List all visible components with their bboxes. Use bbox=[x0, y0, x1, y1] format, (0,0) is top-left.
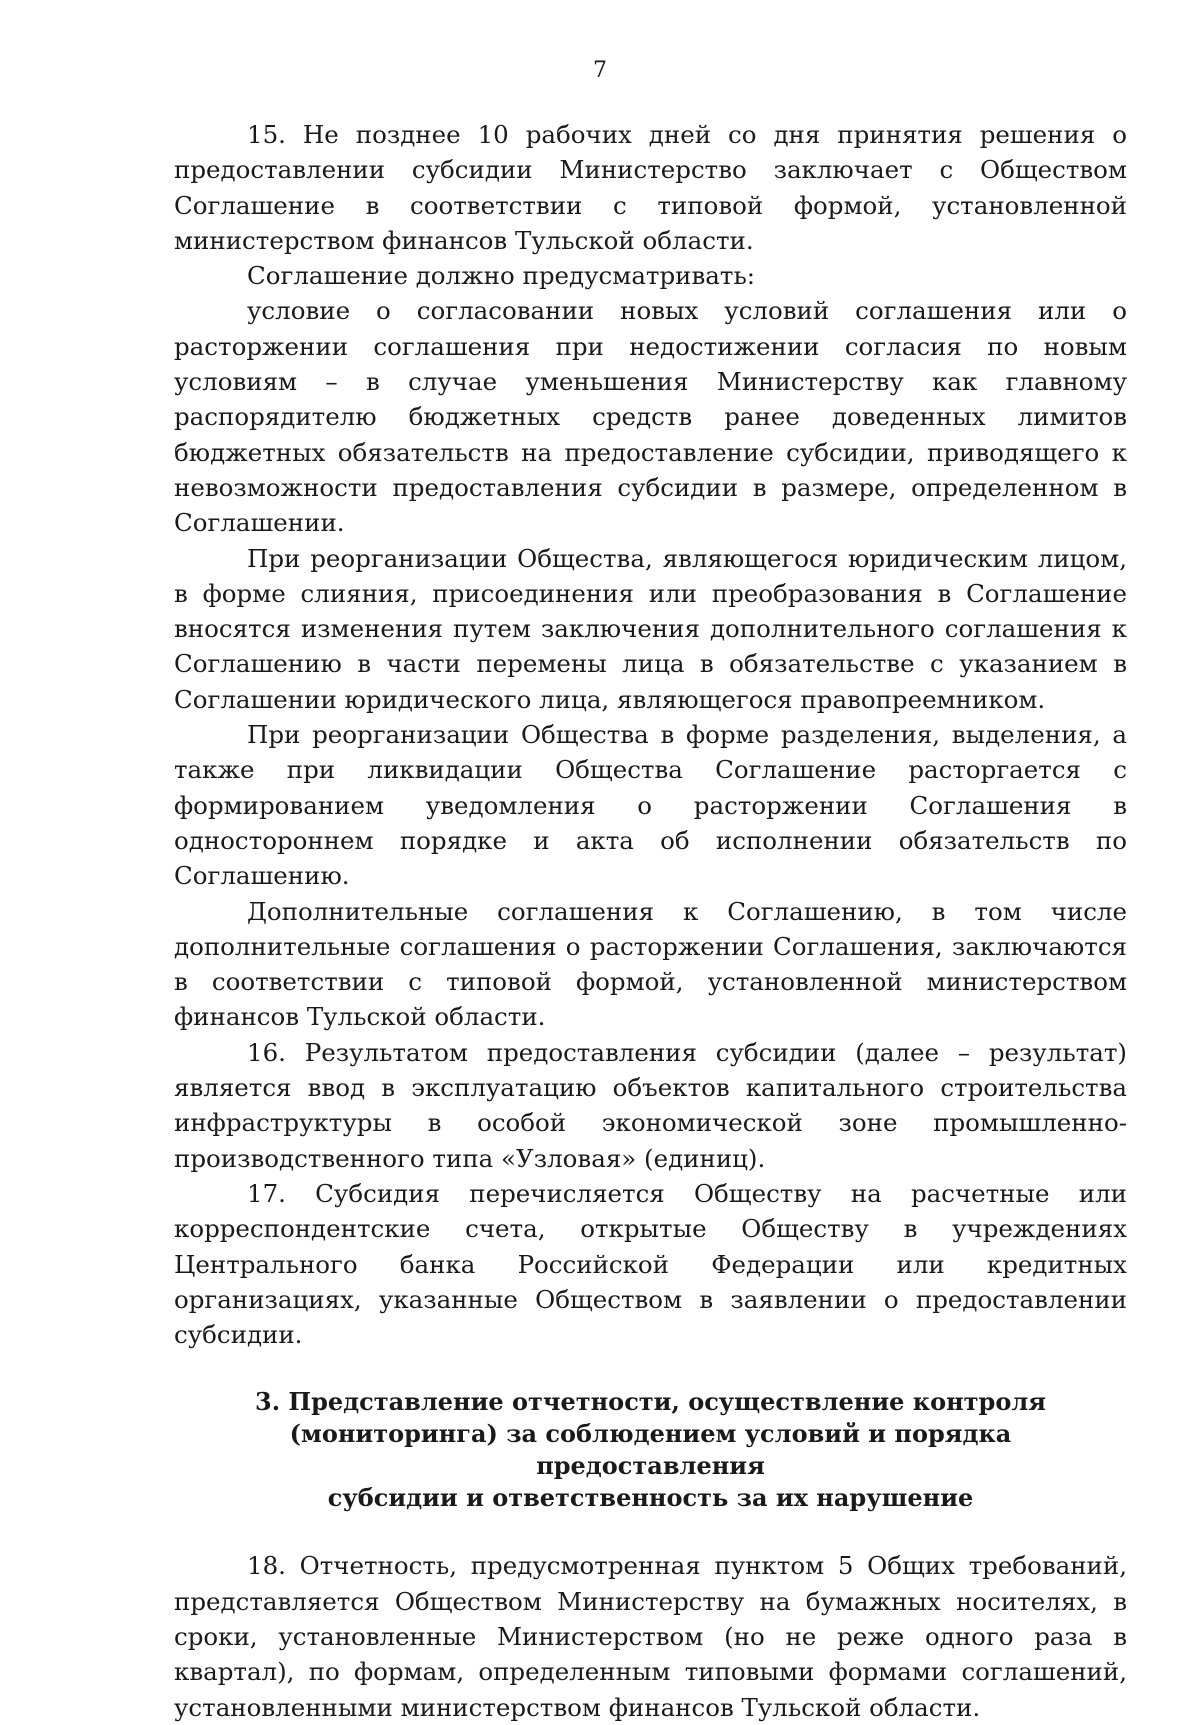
section-heading-line: 3. Представление отчетности, осуществление контроля bbox=[255, 1387, 1046, 1417]
section-heading-line: субсидии и ответственность за их нарушение bbox=[327, 1483, 974, 1513]
paragraph-16: 16. Результатом предоставления субсидии (далее – результат) является ввод в эксплуатацию объектов капитального строительства инфраструктуры в особой экономической зоне промышленно-производственного типа «Узловая» (единиц). bbox=[174, 1037, 1127, 1173]
document-body bbox=[174, 117, 1127, 1725]
paragraph-reorganization-division: При реорганизации Общества в форме разделения, выделения, а также при ликвидации Общества Соглашение расторгается с формированием уведомления о расторжении Соглашения в одностороннем порядке и акта об исполнении обязательств по Соглашению. bbox=[174, 720, 1127, 891]
paragraph-agreement-condition: условие о согласовании новых условий соглашения или о расторжении соглашения при недостижении согласия по новым условиям – в случае уменьшения Министерству как главному распорядителю бюджетных средств ранее доведенных лимитов бюджетных обязательств на предоставление субсидии, приводящего к невозможности предоставления субсидии в размере, определенном в Соглашении. bbox=[174, 296, 1127, 538]
paragraph-agreement-intro: Соглашение должно предусматривать: bbox=[247, 261, 756, 291]
section-3-heading bbox=[174, 1386, 1127, 1514]
paragraph-15: 15. Не позднее 10 рабочих дней со дня принятия решения о предоставлении субсидии Министерство заключает с Обществом Соглашение в соответствии с типовой формой, установленной министерством финансов Тульской области. bbox=[174, 120, 1127, 255]
paragraph-reorganization-merger: При реорганизации Общества, являющегося юридическим лицом, в форме слияния, присоединения или преобразования в Соглашение вносятся изменения путем заключения дополнительного соглашения к Соглашению в части перемены лица в обязательстве с указанием в Соглашении юридического лица, являющегося правопреемником. bbox=[174, 543, 1127, 714]
page-number: 7 bbox=[593, 58, 607, 83]
section-heading-line: (мониторинга) за соблюдением условий и порядка предоставления bbox=[289, 1419, 1012, 1481]
paragraph-18: 18. Отчетность, предусмотренная пунктом 5 Общих требований, представляется Обществом Министерству на бумажных носителях, в сроки, установленные Министерством (но не реже одного раза в квартал), по формам, определенным типовыми формами соглашений, установленными министерством финансов Тульской области. bbox=[174, 1551, 1127, 1722]
paragraph-additional-agreements: Дополнительные соглашения к Соглашению, в том числе дополнительные соглашения о расторжении Соглашения, заключаются в соответствии с типовой формой, установленной министерством финансов Тульской области. bbox=[174, 896, 1127, 1032]
paragraph-17: 17. Субсидия перечисляется Обществу на расчетные или корреспондентские счета, открытые Обществу в учреждениях Центрального банка Российской Федерации или кредитных организациях, указанные Обществом в заявлении о предоставлении субсидии. bbox=[174, 1178, 1127, 1350]
